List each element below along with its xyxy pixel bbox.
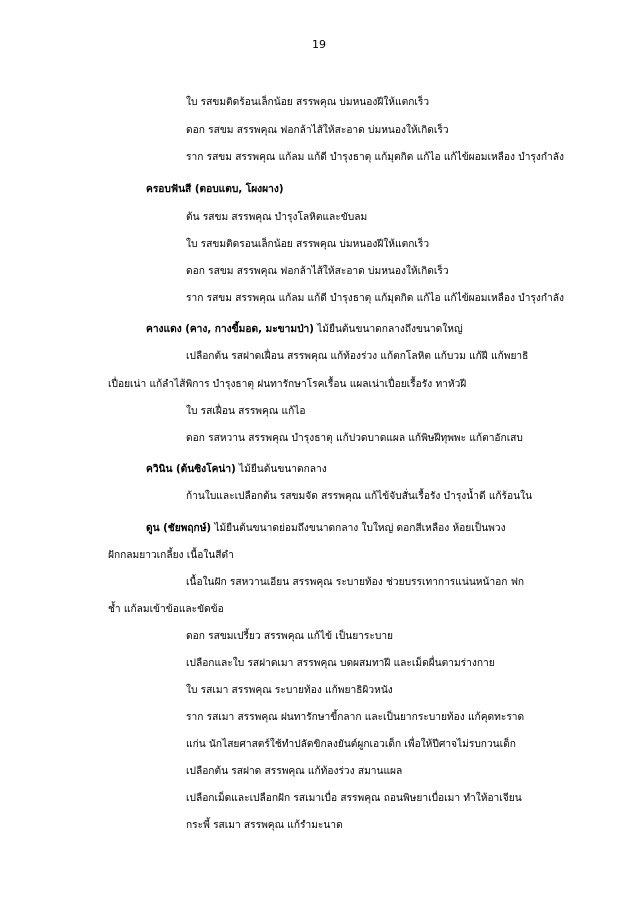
- entry-heading: ควินิน (ต้นซิงโคน่า): [146, 464, 236, 475]
- entry-heading-line: [146, 463, 327, 477]
- text-line: ราก รสขม สรรพคุณ แก้ลม แก้ดี บำรุงธาตุ แก้มุตกิด แก้ไอ แก้ไข้ผอมเหลือง บำรุงกำลัง: [186, 293, 564, 304]
- text-line: ดอก รสขม สรรพคุณ ฟอกล้าไส้ให้สะอาด บ่มหนองให้เกิดเร็ว: [186, 125, 449, 136]
- text-line: เปลือกต้น รสฝาดเฝื่อน สรรพคุณ แก้ท้องร่วง แก้ตกโลหิต แก้บวม แก้ฝี แก้พยาธิ: [186, 351, 529, 362]
- text-line: ดอก รสขมเปรี้ยว สรรพคุณ แก้ไข้ เป็นยาระบาย: [186, 631, 394, 642]
- text-line: ก้านใบและเปลือกต้น รสขมจัด สรรพคุณ แก้ไข้จับสั่นเรื้อรัง บำรุงน้ำดี แก้ร้อนใน: [186, 491, 533, 502]
- text-line: ใบ รสเฝื่อน สรรพคุณ แก้ไอ: [186, 406, 306, 417]
- text-line: ใบ รสเมา สรรพคุณ ระบายท้อง แก้พยาธิผิวหนัง: [186, 685, 393, 696]
- text-line: กระพี้ รสเมา สรรพคุณ แก้รำมะนาด: [186, 820, 343, 831]
- entry-description: ไม้ยืนต้นขนาดย่อมถึงขนาดกลาง ใบใหญ่ ดอกสีเหลือง ห้อยเป็นพวง: [211, 523, 506, 534]
- entry-heading-line: [146, 522, 506, 536]
- text-line: ราก รสเมา สรรพคุณ ฝนทารักษาขี้กลาก และเป็นยากระบายท้อง แก้คุดทะราด: [186, 712, 525, 723]
- entry-heading-line: [146, 323, 463, 337]
- text-line: ดอก รสขม สรรพคุณ ฟอกล้าไส้ให้สะอาด บ่มหนองให้เกิดเร็ว: [186, 266, 449, 277]
- text-line: ดอก รสหวาน สรรพคุณ บำรุงธาตุ แก้ปวดบาดแผล แก้พิษฝีทุพพะ แก้ตาอักเสบ: [186, 433, 523, 444]
- text-line: ต้น รสขม สรรพคุณ บำรุงโลหิตและขับลม: [186, 212, 368, 223]
- text-line: ราก รสขม สรรพคุณ แก้ลม แก้ดี บำรุงธาตุ แก้มุตกิด แก้ไอ แก้ไข้ผอมเหลือง บำรุงกำลัง: [186, 152, 564, 163]
- text-line: แก่น นักไสยศาสตร์ใช้ทำปลัดขิกลงยันต์ผูกเอวเด็ก เพื่อให้ปีศาจไม่รบกวนเด็ก: [186, 739, 516, 750]
- entry-heading: ดูน (ชัยพฤกษ์): [146, 523, 212, 534]
- text-line: เปื่อยเน่า แก้ลำไส้พิการ บำรุงธาตุ ฝนทารักษาโรคเรื้อน แผลเน่าเปื่อยเรื้อรัง ทาหัวฝี: [108, 379, 467, 390]
- entry-heading: คางแดง (คาง, กางขี้มอด, มะขามป่า): [146, 324, 314, 335]
- text-line: เปลือกต้น รสฝาด สรรพคุณ แก้ท้องร่วง สมานแผล: [186, 766, 403, 777]
- text-line: เปลือกและใบ รสฝาดเมา สรรพคุณ บดผสมทาฝี และเม็ดผื่นตามร่างกาย: [186, 658, 495, 669]
- entry-description: ไม้ยืนต้นขนาดกลางถึงขนาดใหญ่: [313, 324, 463, 335]
- entry-heading: ครอบฟันสี (ตอบแตบ, โผงผาง): [146, 184, 284, 195]
- text-line: ฝักกลมยาวเกลี้ยง เนื้อในสีดำ: [108, 550, 234, 561]
- text-line: ใบ รสขมติดรอนเล็กน้อย สรรพคุณ บ่มหนองฝีให้แตกเร็ว: [186, 239, 430, 250]
- text-line: เนื้อในฝัก รสหวานเอียน สรรพคุณ ระบายท้อง ช่วยบรรเทาการแน่นหน้าอก ฟก: [186, 577, 525, 588]
- entry-description: ไม้ยืนต้นขนาดกลาง: [235, 464, 327, 475]
- text-line: ใบ รสขมติดร้อนเล็กน้อย สรรพคุณ บ่มหนองฝีให้แตกเร็ว: [186, 97, 430, 108]
- page-number: 19: [312, 38, 326, 51]
- text-line: เปลือกเม็ดและเปลือกฝัก รสเมาเบื่อ สรรพคุณ ถอนพิษยาเบื่อเมา ทำให้อาเจียน: [186, 793, 522, 804]
- text-line: ช้ำ แก้ลมเข้าข้อและขัดข้อ: [108, 604, 224, 615]
